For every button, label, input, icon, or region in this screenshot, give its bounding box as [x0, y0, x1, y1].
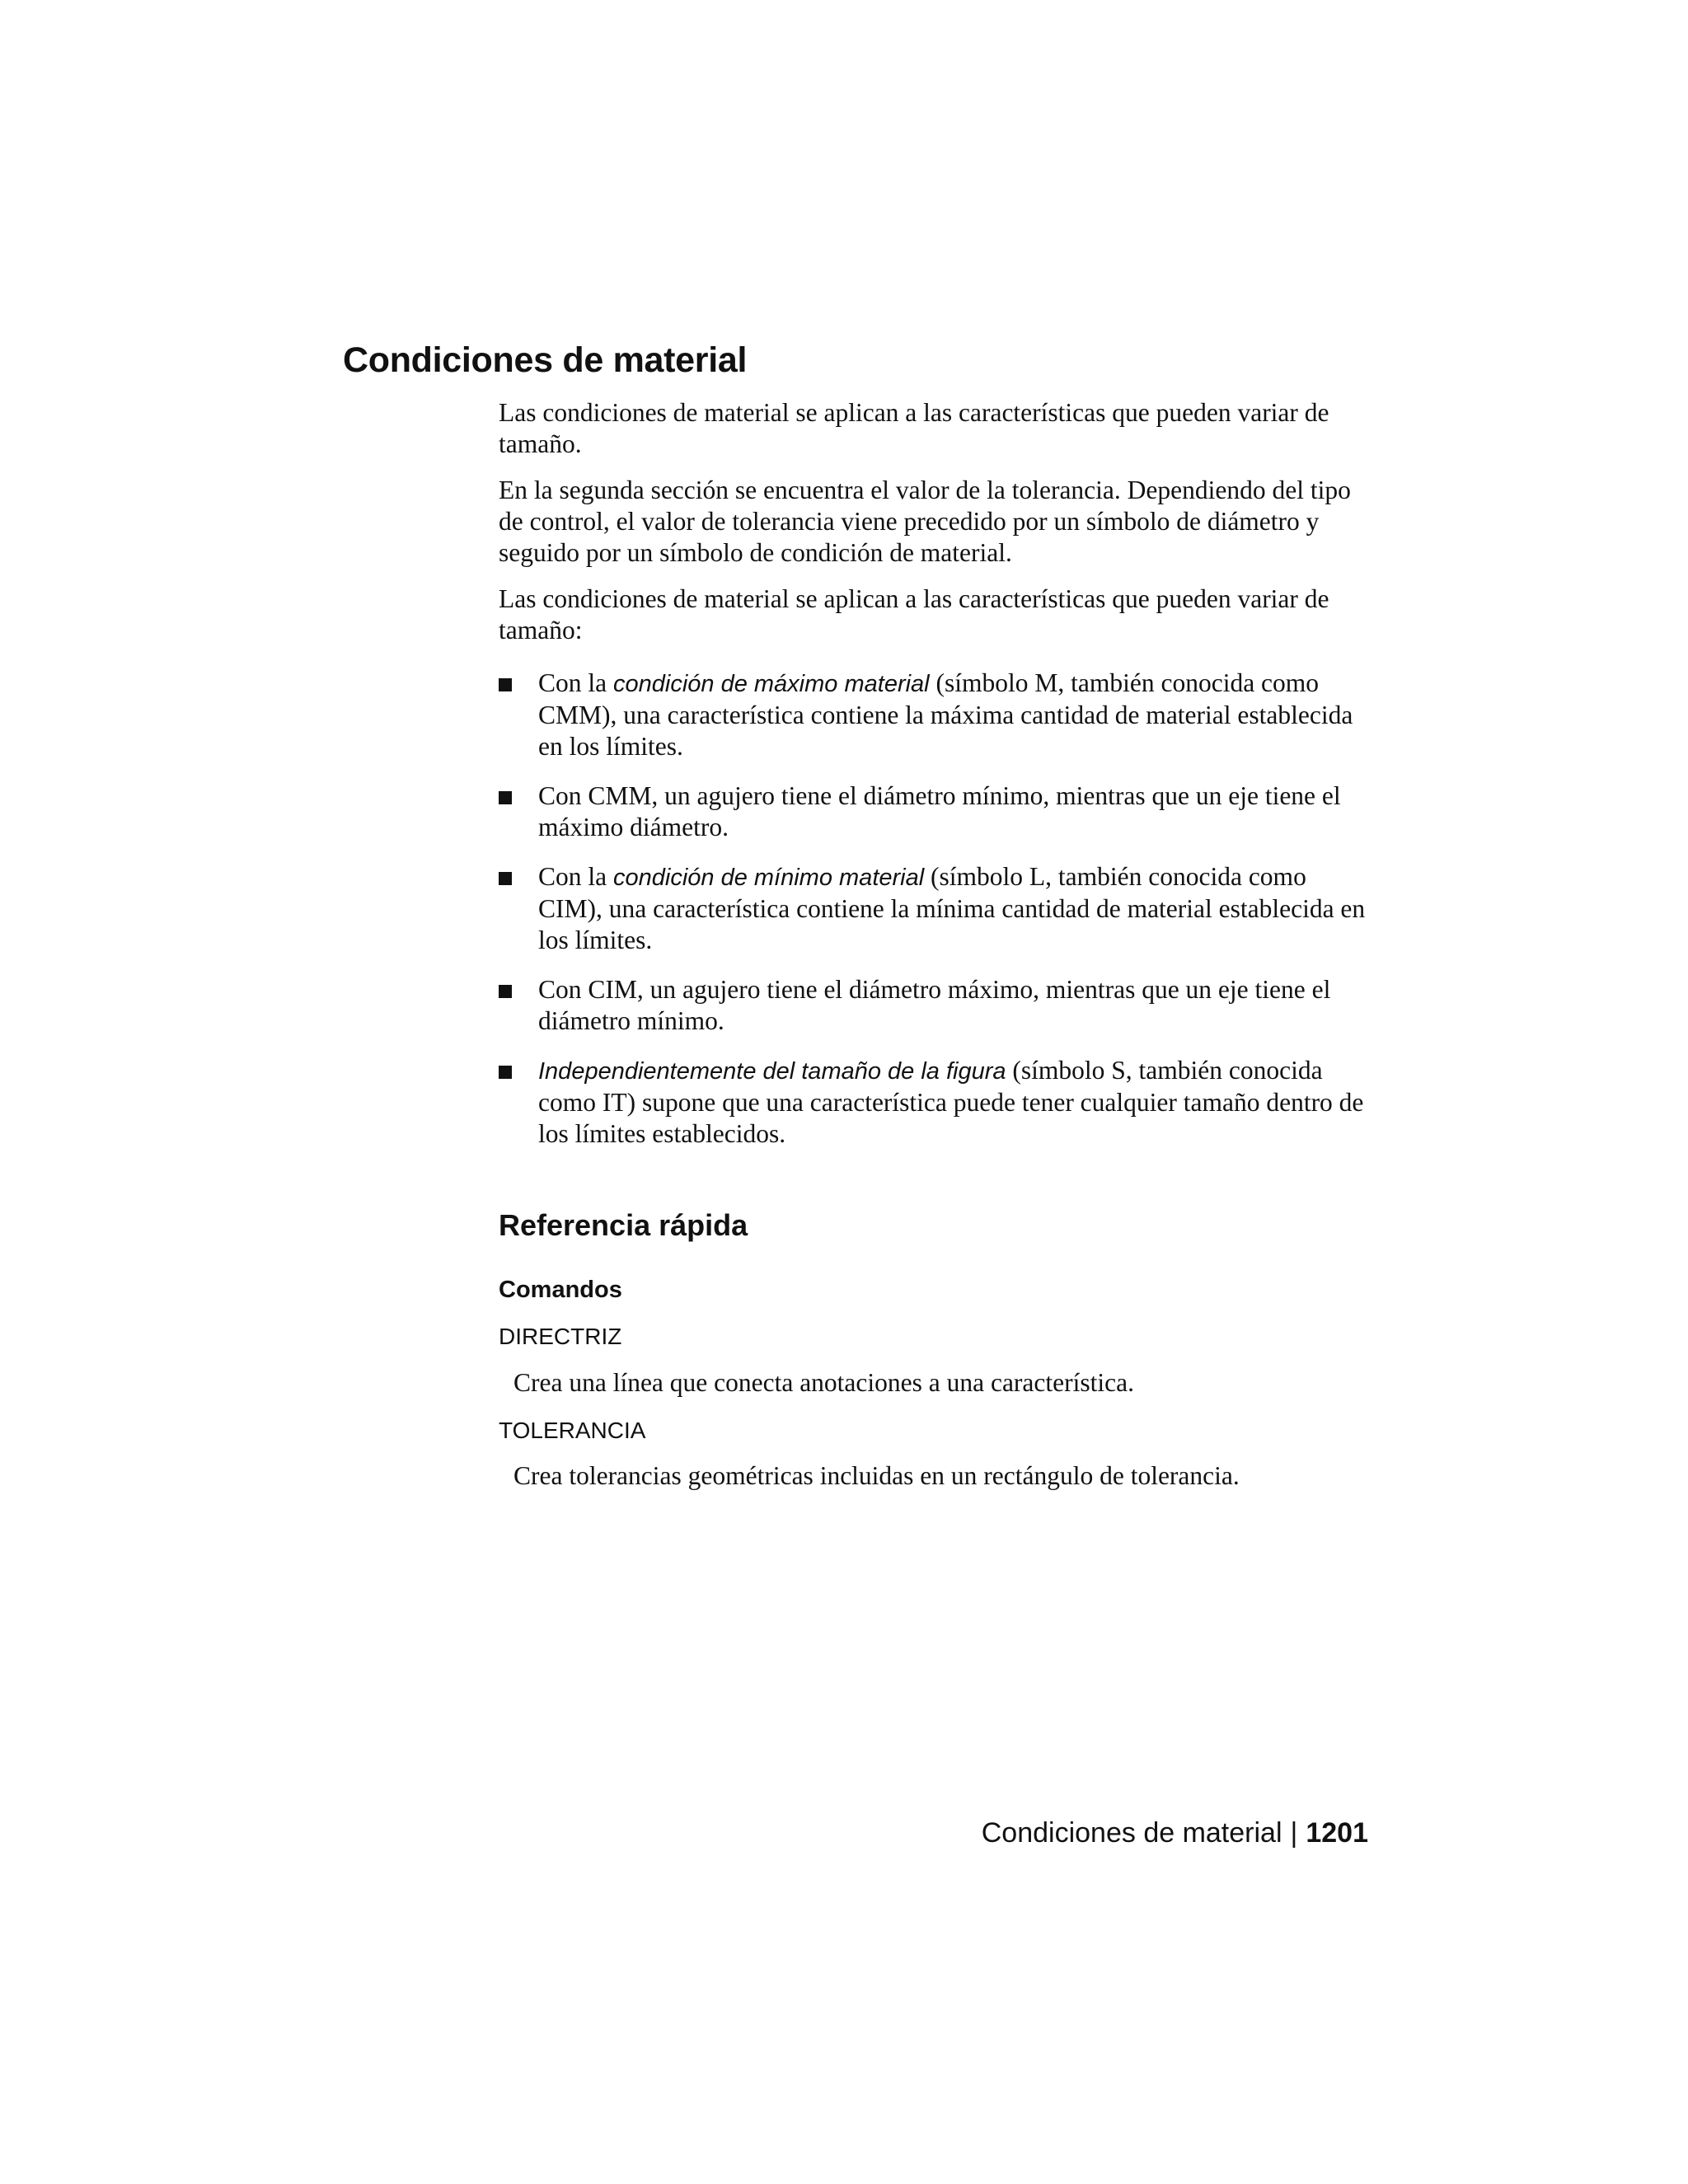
- section-title: Condiciones de material: [343, 340, 748, 380]
- list-item: [499, 668, 1372, 762]
- bullet-text: Con CIM, un agujero tiene el diámetro máximo, mientras que un eje tiene el diámetro mínimo.: [538, 975, 1331, 1035]
- paragraph-2: En la segunda sección se encuentra el valor de la tolerancia. Dependiendo del tipo de control, el valor de tolerancia viene precedido por un símbolo de diámetro y seguido por un símbolo de condición de material.: [499, 476, 1351, 567]
- list-item: [499, 974, 1372, 1037]
- square-bullet-icon: [499, 872, 512, 885]
- page-number: 1201: [1306, 1817, 1368, 1849]
- bullet-text: Con CMM, un agujero tiene el diámetro mínimo, mientras que un eje tiene el máximo diámetro.: [538, 781, 1341, 841]
- square-bullet-icon: [499, 985, 512, 998]
- page-footer: [982, 1816, 1368, 1850]
- square-bullet-icon: [499, 791, 512, 804]
- command-name: TOLERANCIA: [499, 1417, 646, 1443]
- footer-separator: |: [1290, 1817, 1298, 1849]
- bullet-term: Independientemente del tamaño de la figura: [538, 1058, 1006, 1085]
- command-description: Crea tolerancias geométricas incluidas en un rectángulo de tolerancia.: [513, 1461, 1240, 1491]
- body-column: [499, 397, 1372, 1492]
- bullet-term: condición de mínimo material: [613, 865, 925, 891]
- square-bullet-icon: [499, 1066, 512, 1079]
- bullet-text: (símbolo M, también conocida como CMM), una característica contiene la máxima cantidad de material establecida en los límites.: [538, 668, 1353, 761]
- list-item: [499, 861, 1372, 956]
- paragraph-1: Las condiciones de material se aplican a las características que pueden variar de tamaño.: [499, 398, 1329, 458]
- list-item: [499, 780, 1372, 843]
- bullet-text: (símbolo L, también conocida como CIM), una característica contiene la mínima cantidad de material establecida en los límites.: [538, 862, 1366, 954]
- footer-section-title: Condiciones de material: [981, 1817, 1282, 1849]
- bullet-term: condición de máximo material: [613, 671, 930, 697]
- quick-reference-heading: Referencia rápida: [499, 1208, 748, 1242]
- bullet-lead: Con la: [538, 862, 613, 891]
- command-name: DIRECTRIZ: [499, 1323, 622, 1349]
- commands-heading: Comandos: [499, 1277, 622, 1304]
- bullet-text: (símbolo S, también conocida como IT) supone que una característica puede tener cualquier tamaño dentro de los límites establecidos.: [538, 1056, 1364, 1148]
- bullet-list: [499, 668, 1372, 1150]
- bullet-lead: Con la: [538, 668, 613, 697]
- command-description: Crea una línea que conecta anotaciones a una característica.: [513, 1367, 1134, 1397]
- list-item: [499, 1055, 1372, 1150]
- square-bullet-icon: [499, 678, 512, 691]
- paragraph-3: Las condiciones de material se aplican a las características que pueden variar de tamaño:: [499, 584, 1329, 644]
